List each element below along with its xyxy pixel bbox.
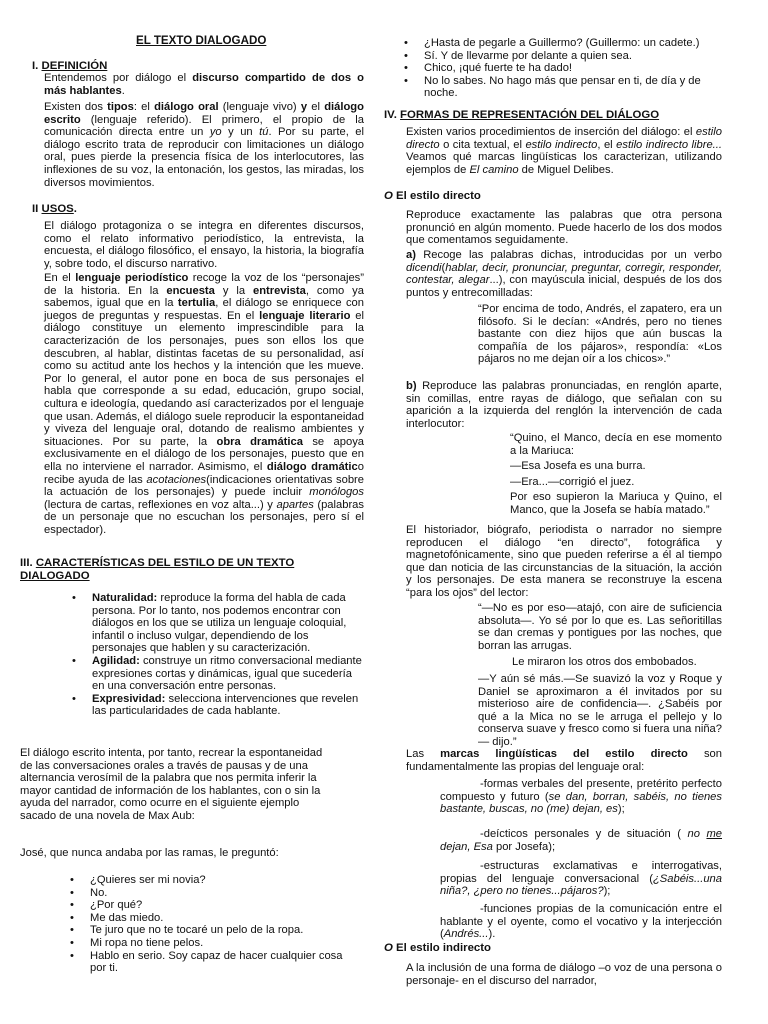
directo-a-paragraph: a) Recoge las palabras dichas, introducidas por un verbo dicendi(hablar, decir, pronunciar, preguntar, corregir, responder, contestar, alegar...), con mayúscula inicial, después de los dos puntos y entrecomilladas: — [406, 249, 722, 299]
list-item: • No lo sabes. No hago más que pensar en ti, de día y de noche. — [404, 74, 701, 100]
directo-paragraph: Reproduce exactamente las palabras que otra persona pronunció en algún momento. Puede hacerlo de los dos modos que comentamos seguidamente. — [406, 209, 722, 247]
list-item: • ¿Hasta de pegarle a Guillermo? (Guillermo: un cadete.) — [404, 37, 700, 49]
section-heading-usos: II USOS. — [32, 203, 77, 215]
usos-paragraph-1: El diálogo protagoniza o se integra en diferentes discursos, como el relato informativo periodístico, la entrevista, la encuesta, el diálogo filosófico, el ensayo, la historia, la biografía y, sobre todo, el discurso narrativo. — [44, 220, 364, 270]
list-item: • ¿Quieres ser mi novia? — [70, 874, 206, 886]
quote-line: “Quino, el Manco, decía en ese momento a la Mariuca: — [510, 432, 722, 457]
section-heading-formas: IV. FORMAS DE REPRESENTACIÓN DEL DIÁLOGO — [384, 109, 660, 121]
features-list — [72, 592, 362, 718]
dialogo-escrito-paragraph: El diálogo escrito intenta, por tanto, recrear la espontaneidad de las conversaciones orales a través de pausas y de una alternancia verosímil de la palabra que nos permita inferir la mayor cantidad de información de los hablantes, con o sin la ayuda del narrador, como ocurre en el siguiente ejemplo sacado de una novela de Max Aub: — [20, 747, 323, 822]
usos-paragraph-2: En el lenguaje periodístico recoge la voz de los “personajes” de la historia. En la encuesta y la entrevista, como ya sabemos, igual que en la tertulia, el diálogo se enriquece con juegos de preguntas y respuestas. En el lenguaje literario el diálogo constituye un elemento imprescindible para la caracterización de los personajes, pues son ellos los que descubren, al hablar, distintas facetas de su personalidad, así como su actitud ante los hechos y la intención que les mueve. Por lo general, el autor pone en boca de sus personajes el habla que corresponde a su edad, educación, grupo social, cultura e ideología, quedando así caracterizados por el lenguaje que usan. Además, el diálogo suele reproducir la espontaneidad y viveza del lenguaje oral, dotando de realismo ambientes y situaciones. Por su parte, la obra dramática se apoya exclusivamente en el diálogo de los personajes, puesto que en ella no interviene el narrador. Asimismo, el diálogo dramático recibe ayuda de las acotaciones(indicaciones orientativas sobre la actuación de los personajes) y puede incluir monólogos (lectura de cartas, reflexiones en voz alta...) y apartes (palabras de un personaje que no escuchan los personajes, pero sí el espectador). — [44, 272, 365, 536]
bullet-icon: • — [72, 654, 76, 667]
marca-item: -estructuras exclamativas e interrogativas, propias del lenguaje conversacional (¿Sabéis...una niña?, ¿pero no tienes...pájaros?); — [440, 860, 722, 898]
quote-line: “—No es por eso—atajó, con aire de suficiencia absoluta—. Yo sé por lo que es. Las señoritillas se dan cremas y pontigues por las noches, que borran las arrugas. — [478, 602, 722, 652]
quote-quino — [510, 432, 722, 517]
bullet-icon: • — [70, 936, 74, 949]
quote-line: —Era...—corrigió el juez. — [510, 475, 635, 488]
formas-paragraph: Existen varios procedimientos de inserción del diálogo: el estilo directo o cita textual, el estilo indirecto, el estilo indirecto libre... Veamos qué marcas lingüísticas los caracterizan, utilizando ejemplos de El camino de Miguel Delibes. — [406, 126, 723, 176]
directo-b-paragraph: b) Reproduce las palabras pronunciadas, en renglón aparte, sin comillas, entre rayas de diálogo, que señalan con su aparición a la izquierda del renglón la intervención de cada interlocutor: — [406, 380, 722, 430]
bullet-icon: • — [404, 37, 408, 49]
bullet-icon: • — [70, 874, 74, 886]
definicion-paragraph: Entendemos por diálogo el discurso compartido de dos o más hablantes. — [44, 72, 364, 97]
historiador-paragraph: El historiador, biógrafo, periodista o narrador no siempre reproducen el diálogo “en directo”, fotográfica y magnetofónicamente, sino que pueden referirse a él al tiempo que dan noticia de las circunstancias de la situación, la acción y los personajes. De esta manera se reconstruye la escena “para los ojos” del lector: — [406, 524, 722, 599]
section-heading-caracteristicas: III. CARACTERÍSTICAS DEL ESTILO DE UN TEXTO DIALOGADO — [20, 557, 295, 582]
list-item: • ¿Por qué? — [70, 899, 143, 912]
bullet-icon: • — [72, 692, 76, 705]
bullet-icon: • — [404, 74, 408, 87]
subheading-estilo-directo: O El estilo directo — [384, 190, 481, 202]
marca-item: -funciones propias de la comunicación entre el hablante y el oyente, como el vocativo y la interjección (Andrés...). — [440, 903, 722, 941]
section-heading-definicion: I. DEFINICIÓN — [32, 60, 108, 72]
marca-item: -deícticos personales y de situación ( no me dejan, Esa por Josefa); — [440, 828, 722, 853]
marcas-paragraph: Las marcas lingüísticas del estilo directo son fundamentalmente las propias del lenguaje oral: — [406, 748, 722, 773]
list-item: • Mi ropa no tiene pelos. — [70, 936, 204, 949]
list-item: • Hablo en serio. Soy capaz de hacer cualquier cosa por ti. — [70, 949, 343, 975]
subheading-estilo-indirecto: O El estilo indirecto — [384, 942, 491, 954]
bullet-icon: • — [70, 886, 74, 899]
indirecto-paragraph: A la inclusión de una forma de diálogo –o voz de una persona o personaje- en el discurso del narrador, — [406, 962, 722, 987]
quote-line: —Esa Josefa es una burra. — [510, 460, 646, 473]
list-item: • Chico, ¡qué fuerte te ha dado! — [404, 62, 573, 75]
bullet-icon: • — [70, 924, 74, 937]
document-title: EL TEXTO DIALOGADO — [136, 34, 267, 47]
list-item: • Naturalidad: reproduce la forma del habla de cada persona. Por lo tanto, nos podemos encontrar con diálogos en los que se utiliza un lenguaje coloquial, infantil o incluso vulgar, dependiendo de los personajes que hablen y su caracterización. — [72, 592, 347, 655]
bullet-icon: • — [70, 911, 74, 924]
jose-line: José, que nunca andaba por las ramas, le preguntó: — [20, 847, 279, 859]
marca-item: -formas verbales del presente, pretérito perfecto compuesto y futuro (se dan, borran, sabéis, no tienes bastante, buscas, no (me) dejan, es); — [440, 778, 723, 816]
dialog-list-right — [404, 37, 724, 100]
quote-andres: “Por encima de todo, Andrés, el zapatero, era un filósofo. Si le decían: «Andrés, pero no tienes bastante con diez hijos que aún buscas la compañía de los pájaros», respondía: «Los pájaros no me dejan oír a los chicos».” — [478, 303, 722, 366]
bullet-icon: • — [404, 49, 408, 62]
list-item: • Expresividad: selecciona intervenciones que revelen las particularidades de cada hablante. — [72, 692, 359, 718]
tipos-paragraph: Existen dos tipos: el diálogo oral (lenguaje vivo) y el diálogo escrito (lenguaje referido). El primero, el propio de la comunicación directa entre un yo y un tú. Por su parte, el diálogo escrito trata de reproducir con limitaciones un diálogo oral, pues pierde la presencia física de los interlocutores, las inflexiones de su voz, la entonación, los gestos, las miradas, los diversos movimientos. — [44, 101, 365, 189]
list-item: • No. — [70, 886, 108, 899]
quote-line: Le miraron los otros dos embobados. — [512, 656, 697, 669]
list-item: • Sí. Y de llevarme por delante a quien sea. — [404, 49, 632, 62]
quote-line: Por eso supieron la Mariuca y Quino, el Manco, que la Josefa se había matado.” — [510, 491, 722, 516]
bullet-icon: • — [70, 949, 74, 962]
dialog-list-left — [70, 874, 360, 975]
list-item: • Me das miedo. — [70, 911, 164, 924]
bullet-icon: • — [72, 592, 76, 604]
bullet-icon: • — [70, 899, 74, 912]
bullet-icon: • — [404, 62, 408, 75]
list-item: • Te juro que no te tocaré un pelo de la ropa. — [70, 924, 304, 937]
quote-mica — [478, 602, 722, 749]
list-item: • Agilidad: construye un ritmo conversacional mediante expresiones cortas y dinámicas, igual que sucedería en una conversación entre personas. — [72, 654, 362, 693]
quote-line: —Y aún sé más.—Se suavizó la voz y Roque y Daniel se aproximaron a él invitados por su misterioso aire de confidencia—. ¿Sabéis por qué a la Mica no se le arruga el pellejo y lo conserva suave y fresco como si fuera una niña?— dijo.” — [478, 672, 722, 748]
